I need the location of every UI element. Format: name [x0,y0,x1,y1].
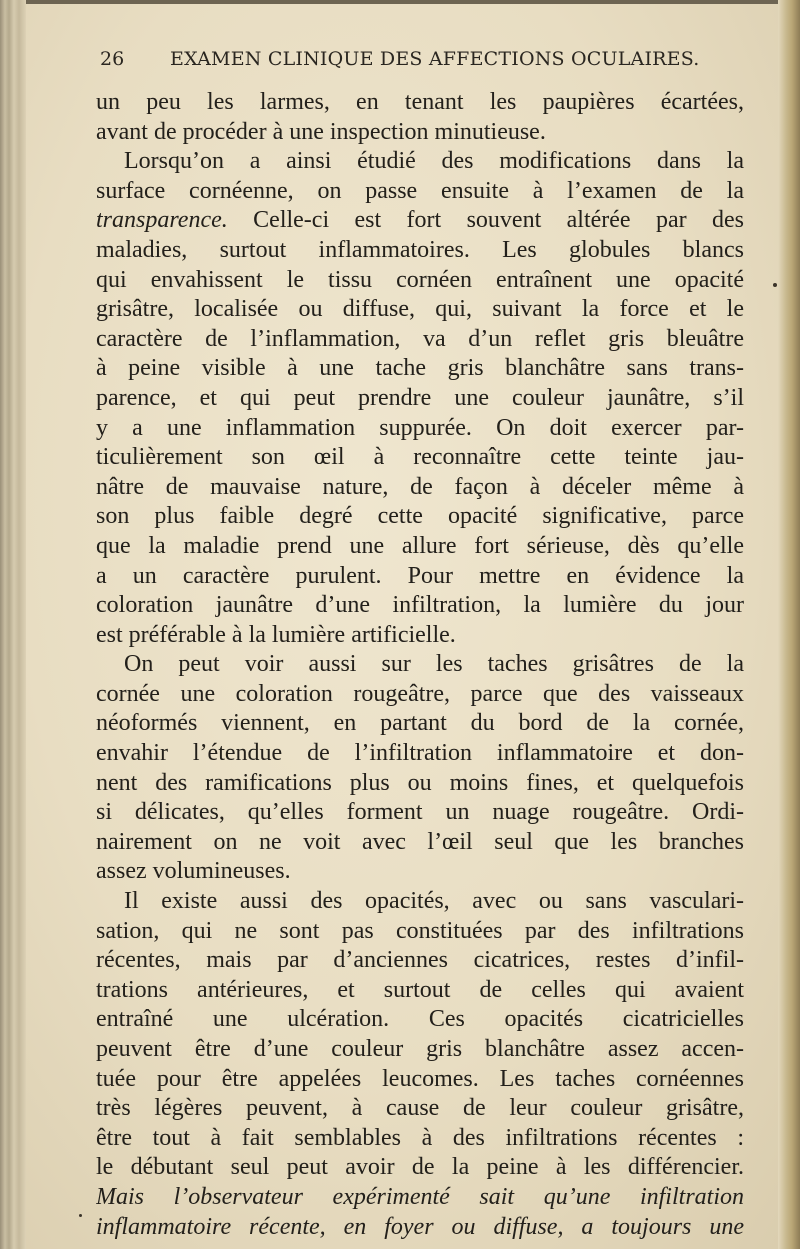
text-line: récentes, mais par d’anciennes cicatrices, restes d’infil- [96,947,744,974]
text-line: le débutant seul peut avoir de la peine à les différencier. [96,1154,744,1181]
text-line: y a une inflammation suppurée. On doit exercer par- [96,414,744,441]
text-line: On peut voir aussi sur les taches grisâtres de la [124,651,744,678]
text-line: nairement on ne voit avec l’œil seul que les branches [96,828,744,855]
text-line: Il existe aussi des opacités, avec ou sans vasculari- [124,888,744,915]
running-title: EXAMEN CLINIQUE DES AFFECTIONS OCULAIRES. [170,48,700,70]
text-line: caractère de l’inflammation, va d’un reflet gris bleuâtre [96,325,744,352]
text-line: tuée pour être appelées leucomes. Les taches cornéennes [96,1065,744,1092]
print-speck [773,283,777,287]
body-text [96,88,744,1242]
text-line: néoformés viennent, en partant du bord de la cornée, [96,710,744,737]
text-line: parence, et qui peut prendre une couleur jaunâtre, s’il [96,384,744,411]
text-line: ticulièrement son œil à reconnaître cette teinte jau- [96,444,744,471]
print-speck [79,1214,82,1217]
text-line: qui envahissent le tissu cornéen entraînent une opacité [96,266,744,293]
text-line: très légères peuvent, à cause de leur couleur grisâtre, [96,1095,744,1122]
page-number: 26 [100,48,125,70]
text-line: entraîné une ulcération. Ces opacités cicatricielles [96,1006,744,1033]
text-line: peuvent être d’une couleur gris blanchâtre assez accen- [96,1036,744,1062]
text-line: inflammatoire récente, en foyer ou diffuse, a toujours une [96,1213,744,1240]
text-line: un peu les larmes, en tenant les paupières écartées, [96,89,744,115]
text-line: sation, qui ne sont pas constituées par des infiltrations [96,917,744,944]
text-line: cornée une coloration rougeâtre, parce que des vaisseaux [96,680,744,707]
text-line: Lorsqu’on a ainsi étudié des modifications dans la [124,148,744,175]
text-line: assez volumineuses. [96,858,291,885]
text-line: maladies, surtout inflammatoires. Les globules blancs [96,236,744,263]
text-line: avant de procéder à une inspection minutieuse. [96,118,546,145]
text-line: trations antérieures, et surtout de celles qui avaient [96,976,744,1003]
text-line: est préférable à la lumière artificielle. [96,621,456,648]
text-line: envahir l’étendue de l’infiltration inflammatoire et don- [96,740,744,767]
text-line: nâtre de mauvaise nature, de façon à déceler même à [96,473,744,500]
text-line: coloration jaunâtre d’une infiltration, la lumière du jour [96,592,744,619]
text-line: être tout à fait semblables à des infiltrations récentes : [96,1124,744,1151]
text-line: son plus faible degré cette opacité significative, parce [96,503,744,530]
right-page-edge [778,0,800,1249]
text-line: transparence. Celle-ci est fort souvent altérée par des [96,207,744,234]
text-line: grisâtre, localisée ou diffuse, qui, suivant la force et le [96,296,744,323]
text-line: surface cornéenne, on passe ensuite à l’examen de la [96,177,744,204]
text-line: si délicates, qu’elles forment un nuage rougeâtre. Ordi- [96,799,744,826]
text-line: a un caractère purulent. Pour mettre en évidence la [96,562,744,589]
text-line: à peine visible à une tache gris blanchâtre sans trans- [96,355,744,382]
text-line: nent des ramifications plus ou moins fines, et quelquefois [96,769,744,796]
text-line: que la maladie prend une allure fort sérieuse, dès qu’elle [96,532,744,559]
text-line: Mais l’observateur expérimenté sait qu’une infiltration [96,1183,744,1210]
page-top-edge [0,0,800,4]
italic-term: transparence. [96,207,228,234]
left-binding-edge [0,0,26,1249]
running-head [100,48,700,78]
